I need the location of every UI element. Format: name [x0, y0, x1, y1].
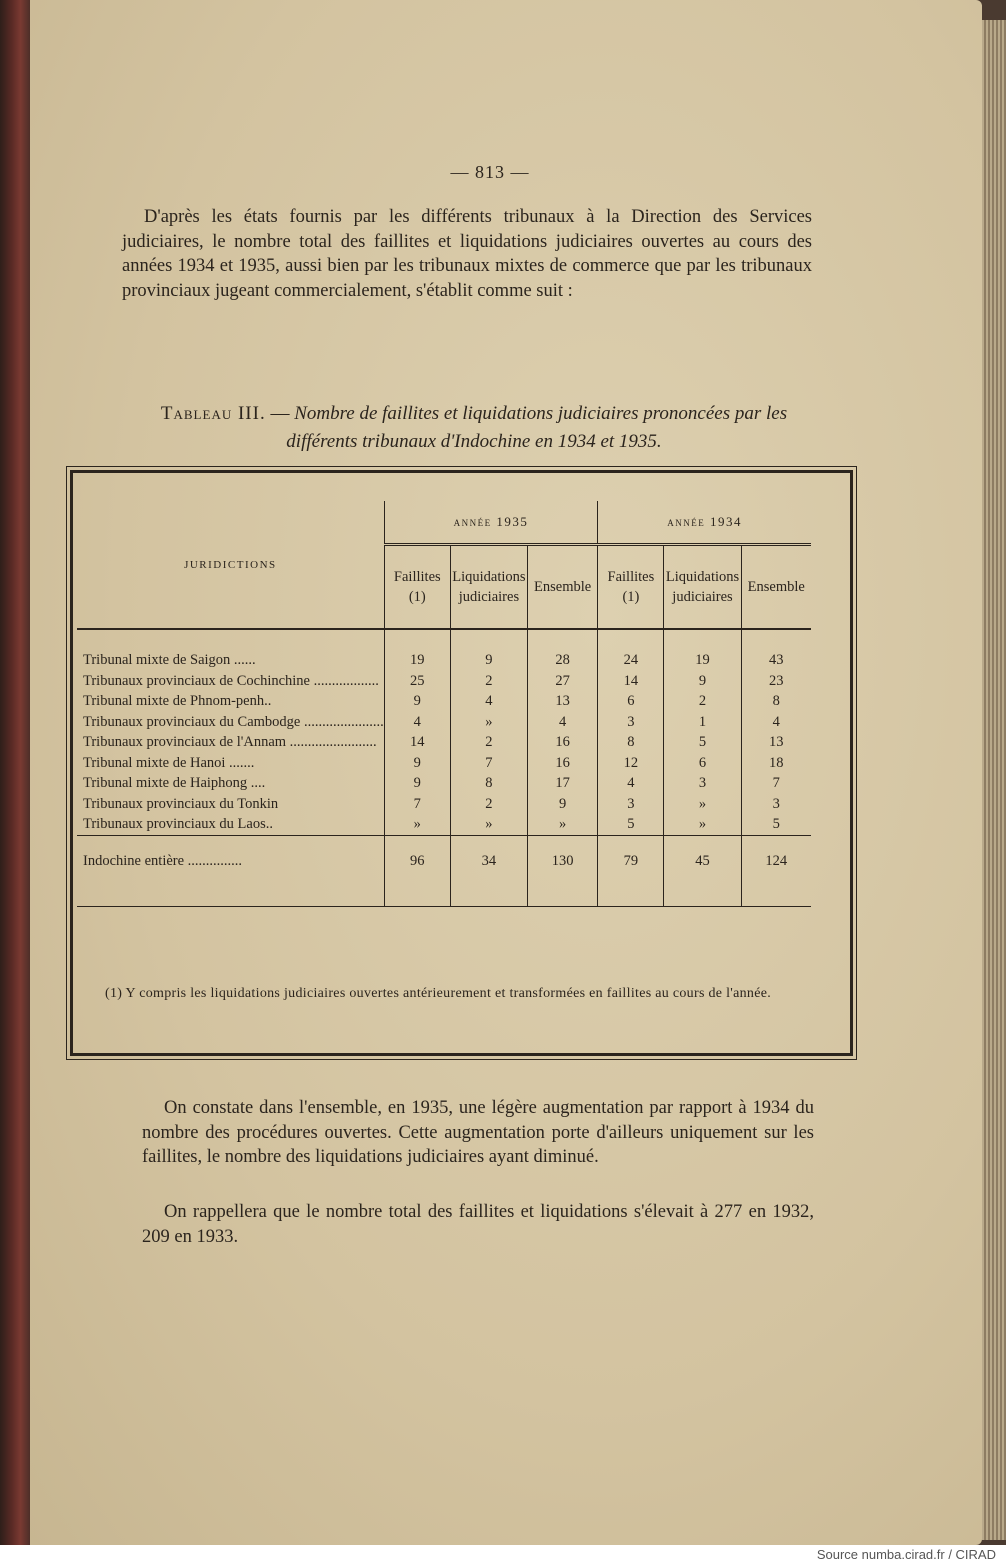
- table-cell: 45: [664, 835, 741, 888]
- row-name: Tribunaux provinciaux du Cambodge ......................: [77, 712, 384, 733]
- table-row: [77, 814, 811, 835]
- table-cell: 34: [450, 835, 527, 888]
- table-cell: 19: [664, 650, 741, 671]
- table-cell: 7: [772, 775, 780, 791]
- row-name: Tribunal mixte de Haiphong ....: [77, 773, 384, 794]
- table-caption: [124, 400, 824, 456]
- table-cell: 8: [450, 773, 527, 794]
- table-cell: 19: [384, 650, 450, 671]
- row-name: Indochine entière ...............: [77, 835, 384, 888]
- table-cell: 7: [450, 753, 527, 774]
- table-cell: »: [450, 814, 527, 835]
- table-cell: 4: [384, 712, 450, 733]
- table-cell: »: [664, 794, 741, 815]
- table-cell: 9: [527, 794, 597, 815]
- col-header-year-1935: année 1935: [384, 501, 598, 545]
- table-cell: 5: [598, 814, 664, 835]
- table-row: [77, 691, 811, 712]
- table-cell: 3: [598, 712, 664, 733]
- col-header-faillites: Faillites (1): [598, 545, 664, 630]
- table-cell: 96: [384, 835, 450, 888]
- row-name: Tribunal mixte de Hanoi .......: [77, 753, 384, 774]
- table-cell: 6: [598, 691, 664, 712]
- caption-text: Nombre de faillites et liquidations judiciaires prononcées par les différents tribunaux d'Indochine en 1934 et 1935.: [286, 403, 788, 452]
- table-cell: 9: [384, 691, 450, 712]
- table-cell: 9: [664, 671, 741, 692]
- table-cell: 27: [527, 671, 597, 692]
- table-cell: 3: [598, 794, 664, 815]
- page-number: — 813 —: [450, 162, 530, 182]
- col-header-faillites: Faillites (1): [384, 545, 450, 630]
- caption-label: Tableau III.: [160, 403, 266, 424]
- table-cell: 7: [384, 794, 450, 815]
- table-cell: »: [450, 712, 527, 733]
- table-cell: 14: [384, 732, 450, 753]
- table-cell: 18: [769, 754, 784, 771]
- table-cell: 130: [527, 835, 597, 888]
- table-cell: 2: [664, 691, 741, 712]
- table-cell: 43: [769, 652, 784, 668]
- book-page: [30, 0, 982, 1545]
- table-frame: [70, 470, 853, 1056]
- table-cell: 4: [527, 712, 597, 733]
- table-cell: 13: [527, 691, 597, 712]
- row-name: Tribunal mixte de Phnom-penh..: [77, 691, 384, 712]
- col-header-ensemble: Ensemble: [527, 545, 597, 630]
- table-cell: 4: [772, 713, 780, 730]
- table-cell: 4: [598, 773, 664, 794]
- table-cell: 23: [769, 672, 784, 689]
- table-cell: 1: [664, 712, 741, 733]
- table-row: [77, 794, 811, 815]
- paragraph-conclusion: On constate dans l'ensemble, en 1935, une légère augmentation par rapport à 1934 du nombre des procédures ouvertes. Cette augmentation porte d'ailleurs uniquement sur les faillites, le nombre des liquidations judiciaires ayant diminué.: [142, 1098, 814, 1167]
- table-cell: 124: [741, 835, 811, 888]
- table-cell: 3: [772, 795, 780, 812]
- data-table: [77, 501, 811, 907]
- table-row: [77, 773, 811, 794]
- table-cell: 17: [527, 773, 597, 794]
- source-credit: Source numba.cirad.fr / CIRAD: [816, 1547, 996, 1562]
- row-name: Tribunal mixte de Saigon ......: [77, 650, 384, 671]
- caption-dash: —: [265, 403, 295, 424]
- table-cell: 14: [598, 671, 664, 692]
- book-binding: [0, 0, 34, 1566]
- table-row-total: [77, 835, 811, 888]
- table-footnote: (1) Y compris les liquidations judiciaires ouvertes antérieurement et transformées en faillites au cours de l'année.: [105, 986, 772, 1001]
- table-row: [77, 753, 811, 774]
- table-body: [77, 650, 811, 835]
- table-cell: 8: [598, 732, 664, 753]
- row-name: Tribunaux provinciaux de Cochinchine ..................: [77, 671, 384, 692]
- table-cell: »: [527, 814, 597, 835]
- table-cell: 13: [769, 734, 784, 750]
- table-cell: »: [664, 814, 741, 835]
- table-cell: 24: [598, 650, 664, 671]
- table-cell: 2: [450, 671, 527, 692]
- row-name: Tribunaux provinciaux du Tonkin: [77, 794, 384, 815]
- row-name: Tribunaux provinciaux du Laos..: [77, 814, 384, 835]
- table-row: [77, 650, 811, 671]
- row-name: Tribunaux provinciaux de l'Annam ........................: [77, 732, 384, 753]
- table-cell: 8: [772, 693, 780, 709]
- table-cell: 5: [772, 816, 780, 832]
- table-row: [77, 712, 811, 733]
- table-cell: 28: [527, 650, 597, 671]
- table-cell: 9: [384, 753, 450, 774]
- col-header-liquidations: Liquidations judiciaires: [450, 545, 527, 630]
- table-cell: 4: [450, 691, 527, 712]
- intro-paragraph: D'après les états fournis par les différents tribunaux à la Direction des Services judiciaires, le nombre total des faillites et liquidations judiciaires ouvertes au cours des années 1934 et 1935, aussi bien par les tribunaux mixtes de commerce que par les tribunaux provinciaux jugeant commercialement, s'établit comme suit :: [122, 207, 812, 301]
- table-cell: 2: [450, 794, 527, 815]
- col-header-liquidations: Liquidations judiciaires: [664, 545, 741, 630]
- paragraph-history: On rappellera que le nombre total des faillites et liquidations s'élevait à 277 en 1932, 209 en 1933.: [142, 1202, 814, 1247]
- table-cell: »: [384, 814, 450, 835]
- table-cell: 5: [664, 732, 741, 753]
- table-cell: 3: [664, 773, 741, 794]
- table-cell: 9: [450, 650, 527, 671]
- col-header-jurisdictions: JURIDICTIONS: [77, 501, 384, 629]
- table-cell: 79: [598, 835, 664, 888]
- table-cell: 16: [527, 753, 597, 774]
- table-cell: 25: [384, 671, 450, 692]
- table-cell: 2: [450, 732, 527, 753]
- table-row: [77, 671, 811, 692]
- col-header-year-1934: année 1934: [598, 501, 811, 545]
- table-cell: 6: [664, 753, 741, 774]
- table-cell: 16: [527, 732, 597, 753]
- table-cell: 9: [384, 773, 450, 794]
- table-row: [77, 732, 811, 753]
- col-header-ensemble: Ensemble: [747, 579, 805, 595]
- table-cell: 12: [598, 753, 664, 774]
